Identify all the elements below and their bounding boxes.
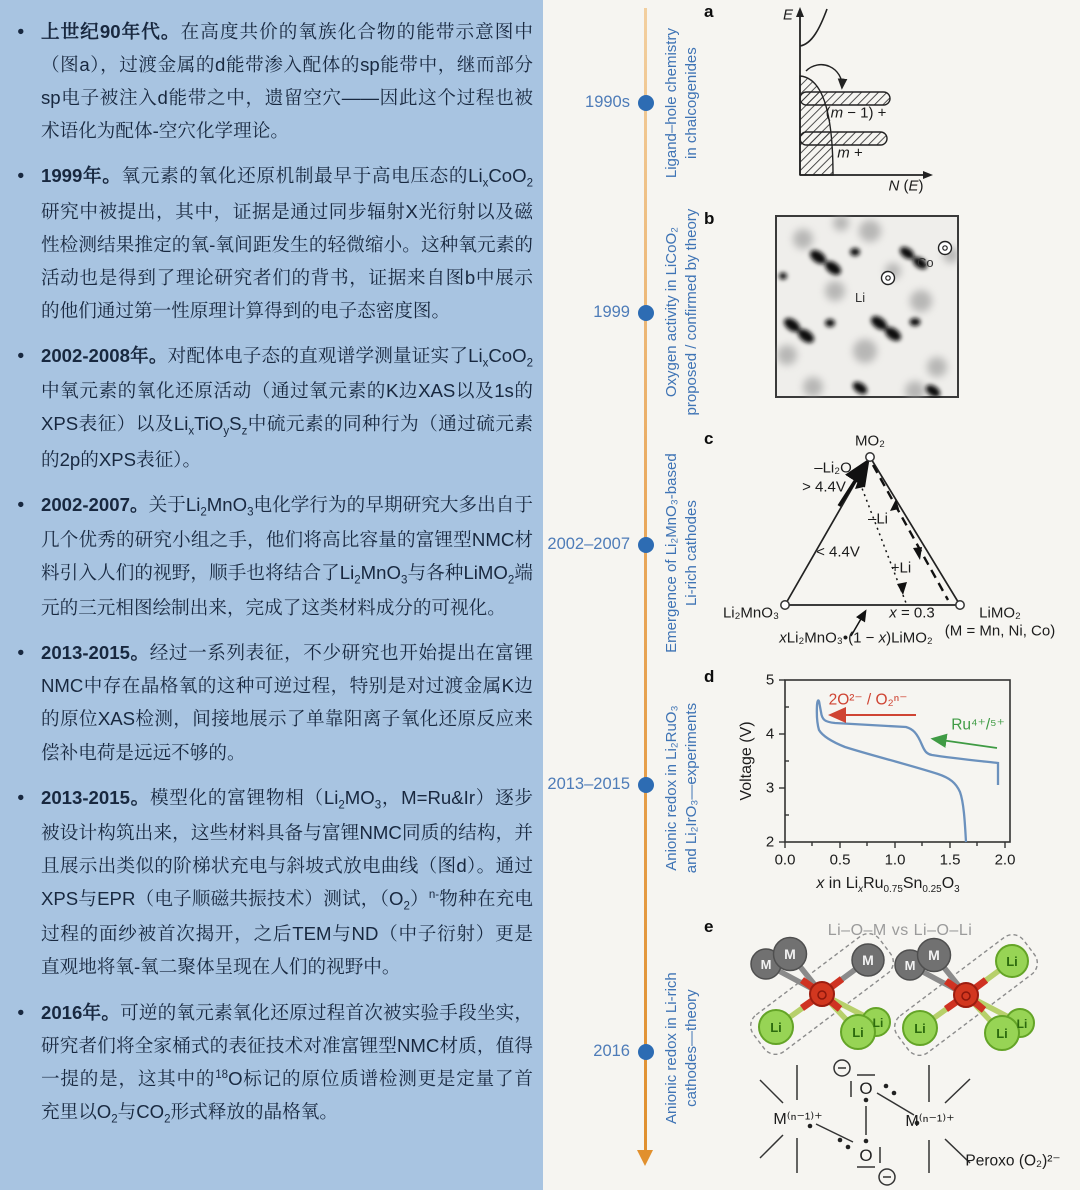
event-line: and Li₂IrO₃—experiments (683, 702, 700, 874)
bullet-title: 2013-2015。 (41, 786, 150, 808)
list-item (16, 488, 533, 625)
timeline-dot (638, 777, 654, 793)
bullet-title: 2016年。 (41, 1001, 121, 1023)
list-item (16, 636, 533, 768)
ru-redox-annotation: Ru⁴⁺/⁵⁺ (951, 716, 1005, 734)
bullet-title: 2013-2015。 (41, 642, 150, 664)
bullet-text: 氧元素的氧化还原机制最早于高电压态的$Li_xCoO_2$研究中被提出，其中，证据是通过同步辐射X光衍射以及磁性检测结果推定的氧-氧间距发生的轻微缩小。这种氧元素的活动也是得到了理论研究者们的背书，证据来自图b中展示的他们通过第一性原理计算得到的电子态密度图。 (41, 165, 533, 321)
m-atom-label: M (928, 947, 940, 963)
li2o-loss-label: –Li₂O (814, 459, 852, 477)
panel-letter-e: e (704, 917, 714, 936)
peroxo-label: Peroxo (O₂)²⁻ (965, 1152, 1061, 1170)
event-line: Li-rich cathodes (683, 500, 700, 607)
metal-note-label: (M = Mn, Ni, Co) (944, 622, 1056, 640)
x-tick-15: 1.5 (939, 851, 961, 869)
x-tick-10: 1.0 (884, 851, 906, 869)
y-axis-title: Voltage (V) (738, 721, 755, 801)
event-line: Oxygen activity in LiCoO₂ (662, 227, 680, 398)
m-atom-label: M (904, 958, 916, 973)
x-composition-label: x = 0.3 (889, 604, 935, 622)
timeline-dot (638, 1044, 654, 1060)
list-item (16, 159, 533, 327)
panel-letter-c: c (704, 429, 714, 448)
x-tick-20: 2.0 (994, 851, 1016, 869)
li-atom-label: Li (770, 1020, 782, 1035)
below-voltage-label: < 4.4V (816, 543, 860, 561)
dos-axis-label: N (E) (888, 177, 924, 195)
event-line: Emergence of Li₂MnO₃-based (662, 453, 680, 653)
timeline-event-label (662, 868, 702, 1190)
event-line: in chalcogenides (683, 47, 700, 159)
mixture-formula-label: xLi₂MnO₃•(1 − x)LiMO₂ (779, 629, 933, 647)
panel-letter-b: b (704, 209, 715, 228)
list-item (16, 339, 533, 476)
cluster-comparison-title: Li–O–M vs Li–O–Li (827, 922, 973, 939)
event-line: Anionic redox in Li₂RuO₃ (662, 705, 680, 871)
co-site-label: Co (917, 255, 934, 270)
list-item (16, 15, 533, 147)
panel-letter-a: a (704, 2, 714, 21)
y-tick-5: 5 (765, 671, 775, 689)
band-diagram (770, 5, 1020, 195)
vertex-mo2-label: MO₂ (855, 432, 885, 450)
bullet-text: 对配体电子态的直观谱学测量证实了$Li_xCoO_2$中氧元素的氧化还原活动（通过氧元素的K边XAS以及1s的XPS表征）以及$Li_xTiO_yS_z$中硫元素的同种行为（通过硫元素的2p的XPS表征）。 (41, 344, 533, 470)
vertex-limo2-label: LiMO₂ (979, 604, 1021, 622)
li-atom-label: Li (1016, 1017, 1028, 1031)
li-site-label: Li (855, 290, 866, 305)
m-atom-label: M (760, 957, 772, 972)
oxygen-bottom-label: O (859, 1146, 873, 1165)
electron-density-map (775, 215, 959, 398)
band-label-upper: (m − 1) + (825, 104, 887, 122)
band-label-lower: m + (837, 144, 863, 162)
timeline-dot (638, 537, 654, 553)
timeline-arrowhead-icon (637, 1150, 653, 1166)
delithiation-label: –Li (867, 510, 889, 528)
event-line: cathodes—theory (683, 989, 700, 1107)
bullet-title: 2002-2008年。 (41, 344, 168, 366)
above-voltage-label: > 4.4V (802, 478, 846, 496)
li-atom-label: Li (996, 1026, 1008, 1041)
m-atom-label: M (862, 952, 874, 968)
li-o-li-cluster (889, 929, 1043, 1061)
li-atom-label: Li (1006, 954, 1018, 969)
vertex-li2mno3-label: Li₂MnO₃ (722, 604, 780, 622)
timeline-dot (638, 305, 654, 321)
x-axis-title: x in $Li_xRu_{0.75}Sn_{0.25}O_3$ (816, 874, 960, 896)
li-atom-label: Li (914, 1021, 926, 1036)
x-tick-05: 0.5 (829, 851, 851, 869)
event-line: proposed / confirmed by theory (683, 208, 700, 416)
bullet-text: 经过一系列表征，不少研究也开始提出在富锂NMC中存在晶格氧的这种可逆过程，特别是对过渡金属K边的原位XAS检测，间接地展示了单靠阳离子氧化还原反应来偿补电荷是远远不够的。 (41, 642, 533, 763)
bullet-title: 1999年。 (41, 165, 122, 187)
timeline-year: 1999 (593, 303, 630, 321)
li-atom-label: Li (852, 1025, 864, 1040)
molecular-diagram (720, 915, 1080, 1190)
timeline-year: 1990s (585, 93, 630, 111)
timeline-year: 2013–2015 (547, 775, 630, 793)
event-line: Anionic redox in Li-rich (662, 972, 680, 1124)
bullet-text: 在高度共价的氧族化合物的能带示意图中（图a），过渡金属的d能带渗入配体的sp能带中，继而部分sp电子被注入d能带之中，遗留空穴——因此这个过程也被术语化为配体-空穴化学理论。 (41, 21, 533, 142)
y-tick-2: 2 (765, 833, 775, 851)
timeline-year: 2016 (593, 1042, 630, 1060)
oxygen-redox-annotation: 2O²⁻ / O₂ⁿ⁻ (828, 691, 908, 709)
bullet-text: 可逆的氧元素氧化还原过程首次被实验手段坐实，研究者们将全家桶式的表征技术对准富锂型NMC材质，值得一提的是，这其中的$^{18}$O标记的原位质谱检测更是定量了首充里以$O_2$与$CO_2$形式释放的晶格氧。 (41, 1001, 533, 1126)
list-item (16, 996, 533, 1131)
lithiation-label: +Li (890, 559, 912, 577)
metal-center-right-label: M⁽ⁿ⁻¹⁾⁺ (905, 1113, 955, 1130)
bullet-title: 上世纪90年代。 (41, 21, 181, 42)
bullet-text: 关于$Li_2MnO_3$电化学行为的早期研究大多出自于几个优秀的研究小组之手，他们将高比容量的富锂型NMC材料引入人们的视野，顺手也将结合了$Li_2MnO_3$与各种LiMO$_2$端元的三元相图绘制出来，完成了这类材料成分的可视化。 (41, 493, 533, 619)
panel-letter-d: d (704, 667, 715, 686)
oxygen-top-label: O (859, 1079, 873, 1098)
event-line: Ligand–hole chemistry (662, 28, 680, 179)
y-tick-3: 3 (765, 779, 775, 797)
metal-center-left-label: M⁽ⁿ⁻¹⁾⁺ (773, 1111, 823, 1128)
bullet-list (0, 0, 543, 1130)
x-tick-0: 0.0 (774, 851, 796, 869)
timeline-axis (644, 8, 647, 1154)
li-atom-label: Li (872, 1016, 884, 1030)
li-o-m-cluster (745, 928, 899, 1060)
timeline-dot (638, 95, 654, 111)
y-tick-4: 4 (765, 725, 775, 743)
m-atom-label: M (784, 946, 796, 962)
energy-axis-label: E (782, 6, 794, 24)
timeline-year: 2002–2007 (547, 535, 630, 553)
list-item (16, 781, 533, 984)
bullet-text: 模型化的富锂物相（$Li_2MO_3$，M=Ru&Ir）逐步被设计构筑出来，这些材料具备与富锂NMC同质的结构，并且展示出类似的阶梯状充电与斜坡式放电曲线（图d）。通过XPS与EPR（电子顺磁共振技术）测试，$(O_2)^{n-}$物种在充电过程的面纱被首次揭开，之后TEM与ND（中子衍射）更是直观地将氧-氧二聚体呈现在人们的视野中。 (41, 786, 533, 978)
bullet-title: 2002-2007。 (41, 493, 149, 515)
